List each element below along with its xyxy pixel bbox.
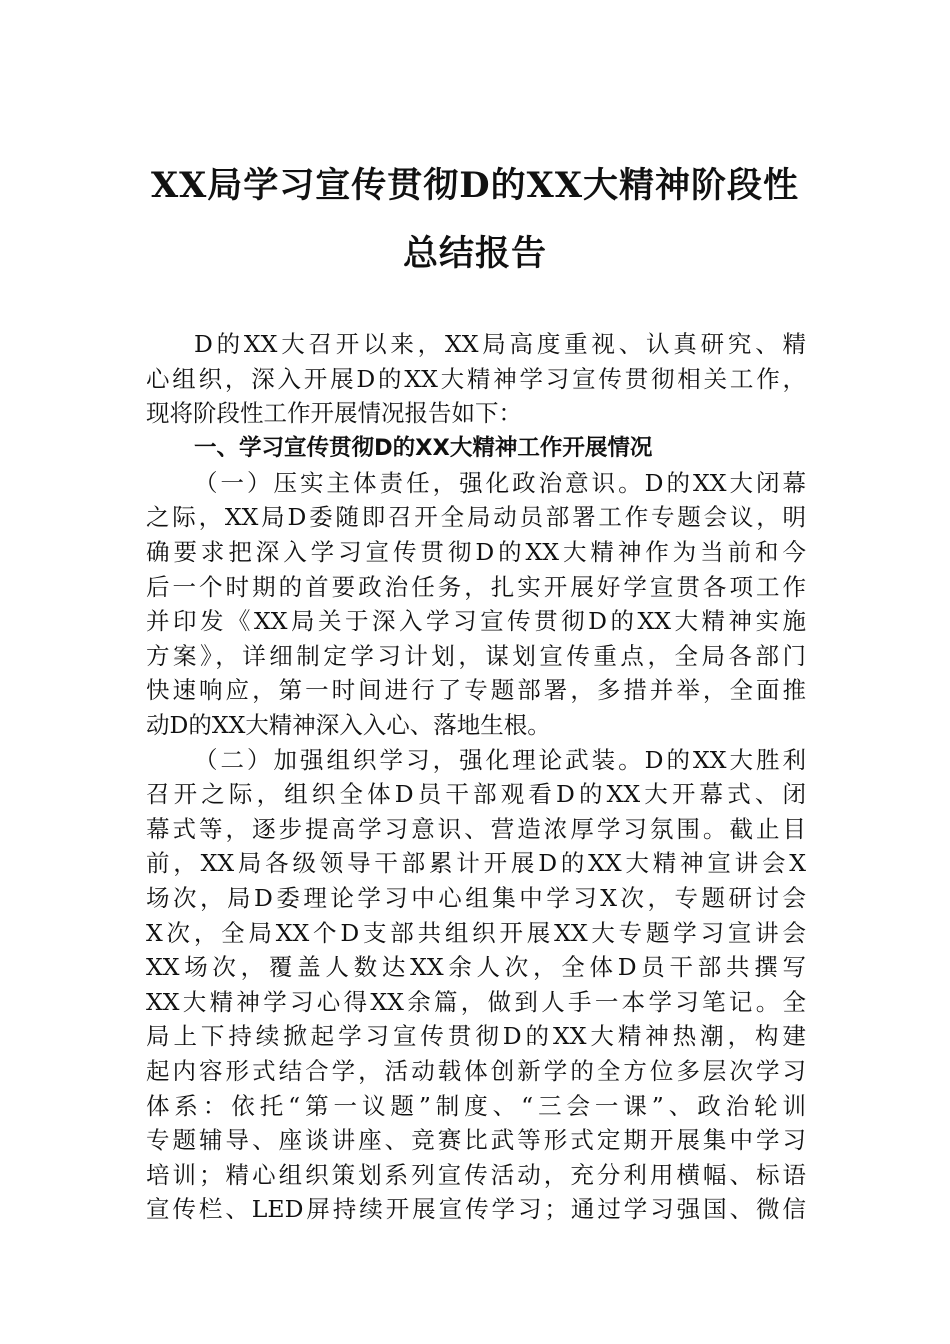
paragraph-line: X次，全局XX个D支部共组织开展XX大专题学习宣讲会 — [146, 919, 806, 947]
paragraph-line: 专题辅导、座谈讲座、竞赛比武等形式定期开展集中学习 — [146, 1126, 806, 1154]
paragraph-line: XX大精神学习心得XX余篇，做到人手一本学习笔记。全 — [146, 988, 806, 1016]
paragraph-line: 宣传栏、LED屏持续开展宣传学习；通过学习强国、微信 — [146, 1195, 806, 1223]
paragraph-line: 确要求把深入学习宣传贯彻D的XX大精神作为当前和今 — [146, 538, 806, 566]
paragraph-line: 起内容形式结合学，活动载体创新学的全方位多层次学习 — [146, 1057, 806, 1085]
paragraph-line: 动D的XX大精神深入入心、落地生根。 — [146, 711, 551, 739]
paragraph-line: 体系：依托“第一议题”制度、“三会一课”、政治轮训 — [146, 1092, 806, 1120]
paragraph-line: 前，XX局各级领导干部累计开展D的XX大精神宣讲会X — [146, 849, 806, 877]
document-title-line-1: XX局学习宣传贯彻D的XX大精神阶段性 — [151, 165, 799, 206]
paragraph-line: 快速响应，第一时间进行了专题部署，多措并举，全面推 — [146, 676, 806, 704]
paragraph-line: D的XX大召开以来，XX局高度重视、认真研究、精 — [194, 330, 806, 358]
paragraph-line: （一）压实主体责任，强化政治意识。D的XX大闭幕 — [194, 469, 806, 497]
paragraph-line: 培训；精心组织策划系列宣传活动，充分利用横幅、标语 — [146, 1161, 806, 1189]
paragraph-line: 召开之际，组织全体D员干部观看D的XX大开幕式、闭 — [146, 780, 806, 808]
paragraph-line: 心组织，深入开展D的XX大精神学习宣传贯彻相关工作， — [146, 365, 806, 393]
section-heading: 一、学习宣传贯彻D的XX大精神工作开展情况 — [194, 435, 653, 461]
paragraph-line: 并印发《XX局关于深入学习宣传贯彻D的XX大精神实施 — [146, 607, 806, 635]
paragraph-line: 幕式等，逐步提高学习意识、营造浓厚学习氛围。截止目 — [146, 815, 806, 843]
paragraph-line: XX场次，覆盖人数达XX余人次，全体D员干部共撰写 — [146, 953, 806, 981]
paragraph-line: （二）加强组织学习，强化理论武装。D的XX大胜利 — [194, 746, 806, 774]
document-title-line-2: 总结报告 — [402, 233, 547, 274]
paragraph-line: 场次，局D委理论学习中心组集中学习X次，专题研讨会 — [146, 884, 806, 912]
paragraph-line: 现将阶段性工作开展情况报告如下： — [146, 399, 522, 427]
paragraph-line: 之际，XX局D委随即召开全局动员部署工作专题会议，明 — [146, 503, 806, 531]
paragraph-line: 局上下持续掀起学习宣传贯彻D的XX大精神热潮，构建 — [146, 1022, 806, 1050]
paragraph-line: 后一个时期的首要政治任务，扎实开展好学宣贯各项工作 — [146, 573, 806, 601]
paragraph-line: 方案》，详细制定学习计划，谋划宣传重点，全局各部门 — [146, 642, 806, 670]
